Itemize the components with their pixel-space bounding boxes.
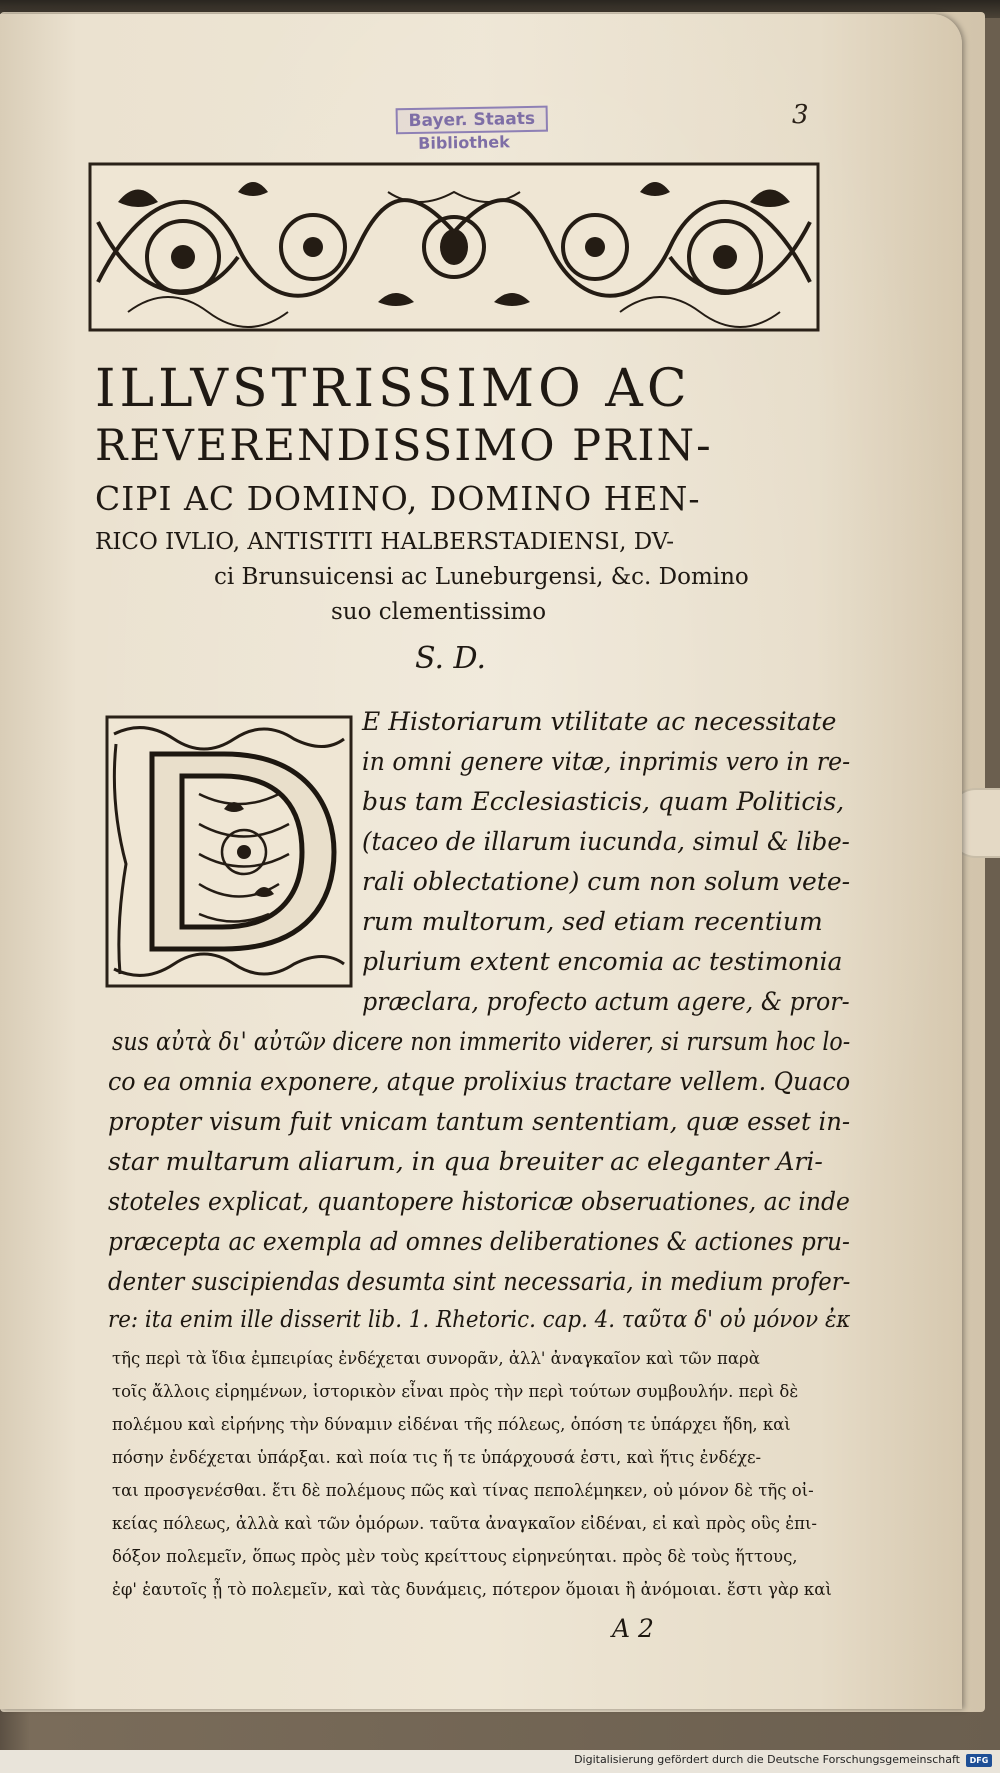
greek-line: πόσην ἐνδέχεται ὑπάρξαι. καὶ ποία τις ἥ τε ὑπάρχουσά ἐστι, καὶ ἥτις ἐνδέχε- (112, 1448, 762, 1467)
body-line: propter visum fuit vnicam tantum sententiam, quæ esset in- (108, 1107, 851, 1136)
stamp-line-1: Bayer. Staats (396, 106, 548, 135)
body-line: sus αὐτὰ δι' αὐτῶν dicere non immerito viderer, si rursum hoc lo- (112, 1027, 851, 1056)
document-page (0, 14, 962, 1709)
body-line: E Historiarum vtilitate ac necessitate (362, 707, 837, 736)
greek-line: πολέμου καὶ εἰρήνης τὴν δύναμιν εἰδέναι τῆς πόλεως, ὁπόση τε ὑπάρχει ἤδη, καὶ (112, 1415, 791, 1434)
greek-line: τοῖς ἄλλοις εἰρημένων, ἱστορικὸν εἶναι πρὸς τὴν περὶ τούτων συμβουλήν. περὶ δὲ (112, 1382, 799, 1401)
salutation: S. D. (415, 641, 487, 676)
title-line-2: REVERENDISSIMO PRIN- (95, 421, 713, 471)
page-number: 3 (792, 100, 809, 130)
body-line: bus tam Ecclesiasticis, quam Politicis, (362, 787, 845, 816)
body-line: rum multorum, sed etiam recentium (362, 907, 823, 936)
title-line-1: ILLVSTRISSIMO AC (95, 359, 691, 419)
body-line: rali oblectatione) cum non solum vete- (362, 867, 851, 896)
body-line: præcepta ac exempla ad omnes deliberationes & actiones pru- (108, 1227, 850, 1256)
dfg-logo: DFG (966, 1754, 992, 1767)
greek-line: τῆς περὶ τὰ ἴδια ἐμπειρίας ἐνδέχεται συνορᾶν, ἀλλ' ἀναγκαῖον καὶ τῶν παρὰ (112, 1349, 760, 1368)
body-line: præclara, profecto actum agere, & pror- (362, 987, 850, 1016)
body-line: in omni genere vitæ, inprimis vero in re- (362, 747, 851, 776)
body-line: stoteles explicat, quantopere historicæ obseruationes, ac inde (108, 1187, 850, 1216)
greek-line: δόξον πολεμεῖν, ὅπως πρὸς μὲν τοὺς κρείττους εἰρηνεύηται. πρὸς δὲ τοὺς ἥττους, (112, 1547, 798, 1566)
footer-credit: Digitalisierung gefördert durch die Deutsche Forschungsgemeinschaft (574, 1753, 960, 1766)
greek-line: ἐφ' ἑαυτοῖς ᾖ τὸ πολεμεῖν, καὶ τὰς δυνάμεις, πότερον ὅμοιαι ἢ ἀνόμοιαι. ἔστι γὰρ καὶ (112, 1580, 832, 1599)
stamp-line-2: Bibliothek (418, 132, 510, 153)
title-line-6: suo clementissimo (331, 599, 547, 625)
body-line: plurium extent encomia ac testimonia (362, 947, 843, 976)
body-text (0, 14, 962, 1714)
body-line: denter suscipiendas desumta sint necessaria, in medium profer- (108, 1267, 851, 1296)
body-line: co ea omnia exponere, atque prolixius tractare vellem. Quaco (108, 1067, 851, 1096)
body-line: star multarum aliarum, in qua breuiter ac eleganter Ari- (108, 1147, 823, 1176)
catchword: A 2 (612, 1614, 654, 1643)
greek-line: ται προσγενέσθαι. ἔτι δὲ πολέμους πῶς καὶ τίνας πεπολέμηκεν, οὐ μόνον δὲ τῆς οἰ- (112, 1481, 814, 1500)
body-line: re: ita enim ille disserit lib. 1. Rhetoric. cap. 4. ταῦτα δ' οὐ μόνον ἐκ (108, 1307, 851, 1333)
title-line-3: CIPI AC DOMINO, DOMINO HEN- (95, 479, 701, 518)
greek-line: κείας πόλεως, ἀλλὰ καὶ τῶν ὁμόρων. ταῦτα ἀναγκαῖον εἰδέναι, εἰ καὶ πρὸς οὓς ἐπι- (112, 1514, 818, 1533)
body-line: (taceo de illarum iucunda, simul & libe- (362, 827, 850, 856)
title-line-4: RICO IVLIO, ANTISTITI HALBERSTADIENSI, DV- (95, 529, 675, 555)
title-line-5: ci Brunsuicensi ac Luneburgensi, &c. Domino (214, 564, 749, 590)
